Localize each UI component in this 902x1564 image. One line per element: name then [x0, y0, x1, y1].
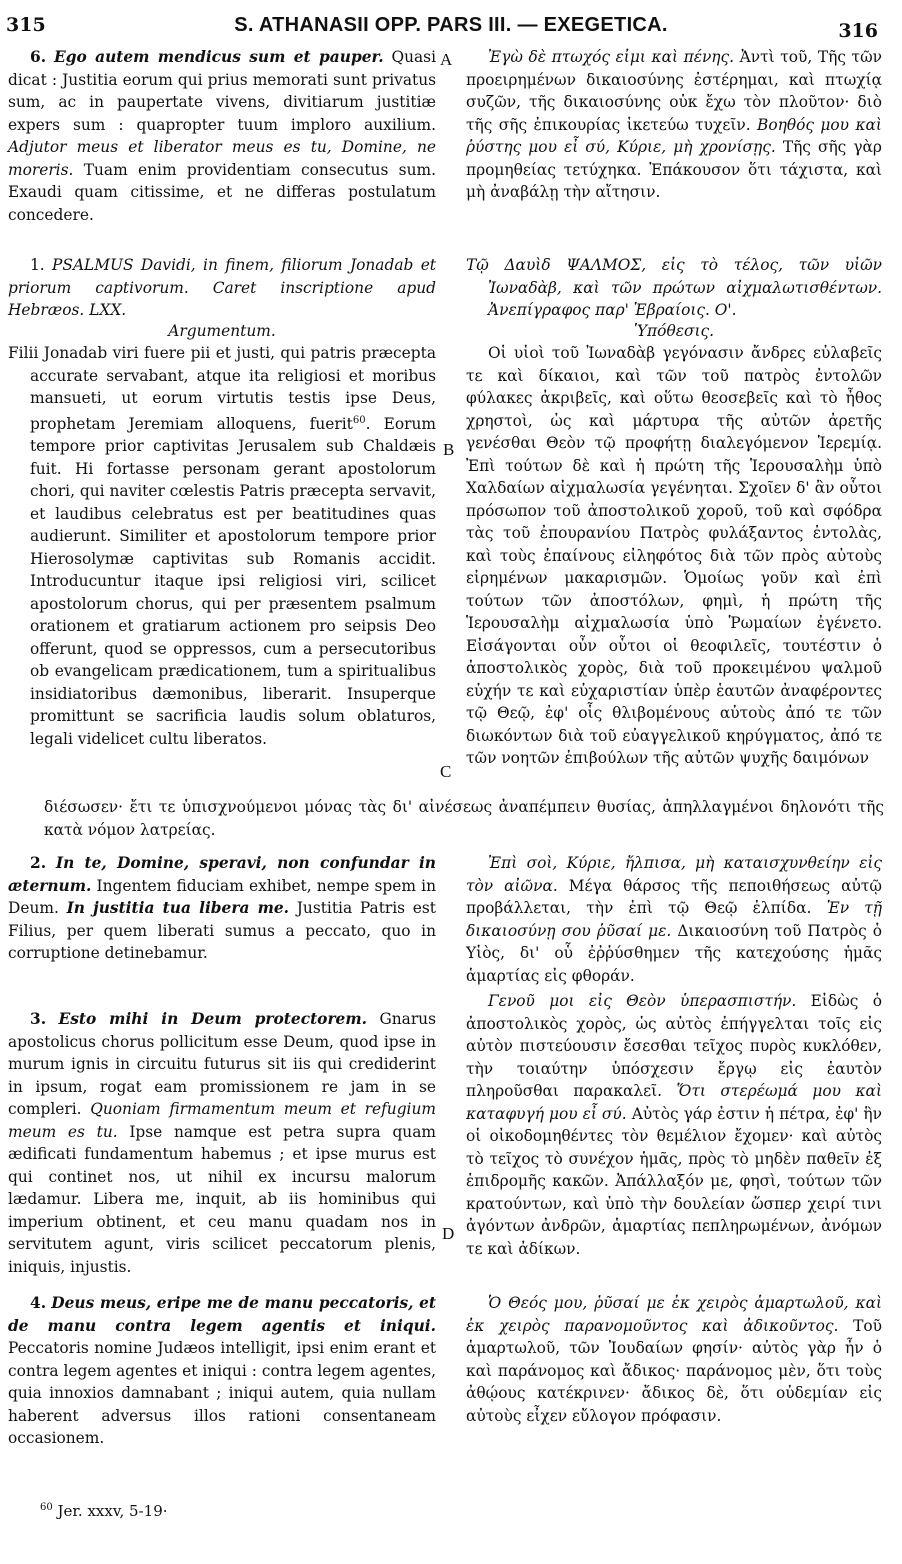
verse-number: 3. — [30, 1010, 47, 1028]
section-heading: Argumentum. — [168, 322, 276, 340]
margin-letter-a: A — [440, 50, 453, 69]
footnote-text: Jer. xxxv, 5-19· — [52, 1502, 168, 1520]
verse-lemma: Adjutor meus et liberator meus es tu, Domine, ne moreris. — [8, 138, 436, 179]
section-heading: Ὑπόθεσις. — [633, 322, 715, 340]
commentary-text: Peccatoris nomine Judæos intelligit, ipsi enim erant et contra legem agentes et iniqui : contra legem agentes, quia innoxios damnabant ; iniqui autem, quia nullam haberent adversus illos rationi consentaneam occasionem. — [8, 1339, 436, 1447]
margin-letter-b: B — [443, 440, 455, 459]
commentary-text: Ingentem fiduciam exhibet, nempe spem in Deum. — [8, 876, 436, 917]
commentary-text: Justitia Patris est Filius, per quem liberati sumus a peccato, quo in corruptione detinebamur. — [8, 899, 436, 962]
latin-verse-3 — [8, 1008, 436, 1278]
footnote-ref: 60 — [352, 414, 366, 426]
commentary-text: Ipse namque est petra supra quam ædificati fundamentum habemus ; et ipse murus est qui continet nos, ut nihil ex incursu malorum lædamur. Libera me, inquit, ab iis hominibus qui imperium obtinent, et ceu manu quadam nos in servitutem agunt, viris scilicet peccatorum plenis, iniquis, injustis. — [8, 1122, 436, 1276]
greek-argument-tail — [44, 796, 884, 841]
verse-number: 4. — [30, 1294, 47, 1312]
commentary-text: Tuam enim providentiam consecutus sum. Exaudi quam citissime, et ne differas postulatum concedere. — [8, 160, 436, 224]
greek-verse-2 — [466, 852, 882, 987]
margin-letter-d: D — [442, 1224, 455, 1243]
verse-lemma: Ὅτι στερέωμά μου καὶ καταφυγή μου εἶ σύ. — [466, 1082, 882, 1123]
verse-lemma: Ἐγὼ δὲ πτωχός εἰμι καὶ πένης. — [488, 48, 735, 66]
latin-argument-heading — [8, 320, 436, 343]
latin-psalm-title — [8, 254, 436, 322]
greek-verse-3 — [466, 990, 882, 1260]
latin-argument — [8, 342, 436, 750]
verse-lemma: In justitia tua libera me. — [66, 899, 290, 917]
running-title: S. ATHANASII OPP. PARS III. — EXEGETICA. — [234, 14, 668, 36]
commentary-text: Ἀντὶ τοῦ, Τῆς τῶν προειρημένων δικαιοσύνης ἐστέρημαι, καὶ πτωχίᾳ συζῶν, τῆς δικαιοσύνης οὐκ ἔχω τὸν πλοῦτον· διὸ τῆς σῆς ἐπικουρίας ἱκετεύω τυχεῖν. — [466, 48, 882, 134]
greek-argument — [466, 342, 882, 770]
greek-verse-6 — [466, 46, 882, 204]
running-header — [0, 14, 902, 44]
psalm-title-text: Τῷ Δαυὶδ ΨΑΛΜΟΣ, εἰς τὸ τέλος, τῶν υἱῶν Ἰωναδὰβ, καὶ τῶν πρώτων αἰχμαλωτισθέντων. Ἀνεπίγραφος παρ' Ἑβραίοις. Ο'. — [466, 256, 882, 319]
verse-lemma: Ἐπὶ σοὶ, Κύριε, ἤλπισα, μὴ καταισχυνθείην εἰς τὸν αἰῶνα. — [466, 854, 882, 895]
argument-text: Filii Jonadab viri fuere pii et justi, qui patris præcepta accurate servabant, atque ita religiosi et moribus mansueti, ut eorum virtutis testis ipse Deus, prophetam Jeremiam alloquens, fuerit — [8, 344, 436, 433]
latin-verse-6 — [8, 46, 436, 226]
verse-number: 2. — [30, 854, 47, 872]
verse-lemma: Esto mihi in Deum protectorem. — [58, 1010, 367, 1028]
verse-lemma: Βοηθός μου καὶ ῥύστης μου εἶ σύ, Κύριε, μὴ χρονίσῃς. — [466, 115, 882, 156]
page-number-right: 316 — [838, 20, 878, 42]
footnote-marker: 60 — [40, 1502, 53, 1513]
latin-verse-4 — [8, 1292, 436, 1450]
verse-lemma: Quoniam firmamentum meum et refugium meum es tu. — [8, 1100, 436, 1141]
argument-text: διέσωσεν· ἔτι τε ὑπισχνούμενοι μόνας τὰς δι' αἰνέσεως ἀναπέμπειν θυσίας, ἀπηλλαγμένοι δηλονότι τῆς κατὰ νόμον λατρείας. — [44, 798, 884, 839]
verse-lemma: Ego autem mendicus sum et pauper. — [53, 48, 384, 66]
argument-text: Οἱ υἱοὶ τοῦ Ἰωναδὰβ γεγόνασιν ἄνδρες εὐλαβεῖς τε καὶ δίκαιοι, καὶ τῶν τοῦ πατρὸς ἐντολῶν φύλακες ἀκριβεῖς, καὶ οὕτω θεοσεβεῖς καὶ τὸ ἦθος χρηστοὶ, ὡς καὶ μάρτυρα τῆς αὐτῶν ἀρετῆς γενέσθαι Θεὸν τῷ προφήτῃ διαλεγόμενον Ἱερεμίᾳ. Ἐπὶ τούτων δὲ καὶ ἡ πρώτη τῆς Ἱερουσαλὴμ ὑπὸ Χαλδαίων αἰχμαλωσία γεγένηται. Σχοῖεν δ' ἂν οὗτοι πρόσωπον τοῦ ἀποστολικοῦ χοροῦ, τοῦ καὶ σφόδρα τὰς τοῦ ἐπουρανίου Πατρὸς φυλάξαντος ἐντολὰς, καὶ τοὺς ἐπαίνους εἰληφότος διὰ τῶν πρὸς αὐτοὺς εἰρημένων μακαρισμῶν. Ὁμοίως γοῦν καὶ ἐπὶ τούτων τῶν ἀποστόλων, φημὶ, ἡ πρώτη τῆς Ἱερουσαλὴμ αἰχμαλωσία ὑπὸ Ῥωμαίων ἐγένετο. Εἰσάγονται οὖν οὗτοι οἱ θεοφιλεῖς, τουτέστιν ὁ ἀποστολικὸς χορὸς, διὰ τοῦ προκειμένου ψαλμοῦ εὐχήν τε καὶ εὐχαριστίαν ὑπὲρ ἑαυτῶν ἀναφέροντες τῷ Θεῷ, ἐφ' οἷς θλιβομένους αὐτοὺς ἀπό τε τῶν διωκόντων διὰ τοῦ εὐαγγελικοῦ κηρύγματος, ἀπό τε τῶν νοητῶν ἐπιβούλων τῆς αὐτῶν ψυχῆς δαιμόνων — [466, 344, 882, 767]
latin-verse-2 — [8, 852, 436, 965]
verse-lemma: In te, Domine, speravi, non confundar in æternum. — [8, 854, 436, 895]
margin-letter-c: C — [440, 762, 452, 781]
verse-lemma: Ὁ Θεός μου, ῥῦσαί με ἐκ χειρὸς ἁμαρτωλοῦ, καὶ ἐκ χειρὸς παρανομοῦντος καὶ ἀδικοῦντος. — [466, 1294, 882, 1335]
psalm-title-text: PSALMUS Davidi, in finem, filiorum Jonadab et priorum captivorum. Caret inscriptione apud Hebræos. LXX. — [8, 256, 436, 319]
commentary-text: Αὐτὸς γάρ ἐστιν ἡ πέτρα, ἐφ' ἣν οἱ οἰκοδομηθέντες τὸν θεμέλιον ἔχομεν· καὶ αὐτὸς τὸ τεῖχος τὸ συνέχον ἡμᾶς, πρὸς τὸ μηδὲν παθεῖν ἐξ ἐπιδρομῆς κακῶν. Ἀπάλλαξόν με, φησὶ, τούτων τῶν κρατούντων, καὶ ὑπὸ τὴν δουλείαν ὥσπερ χειρί τινι ἀγόντων ἀνδρῶν, ἁμαρτίας πεπληρωμένων, ἀνόμων τε καὶ ἀδίκων. — [466, 1104, 882, 1258]
verse-lemma: Ἐν τῇ δικαιοσύνῃ σου ῥῦσαί με. — [466, 899, 882, 940]
commentary-text: Τοῦ ἁμαρτωλοῦ, τῶν Ἰουδαίων φησίν· αὐτὸς γὰρ ἦν ὁ καὶ παράνομος καὶ ἄδικος· παράνομος μὲν, ὅτι τοὺς ἀθῴους κατέκρινεν· ἄδικος δὲ, ὅτι οὐδεμίαν εἰς αὐτοὺς εἶχεν εὔλογον πρόφασιν. — [466, 1316, 882, 1425]
greek-argument-heading — [466, 320, 882, 343]
verse-number: 6. — [30, 48, 47, 66]
verse-lemma: Deus meus, eripe me de manu peccatoris, et de manu contra legem agentis et iniqui. — [8, 1294, 436, 1335]
commentary-text: Εἰδὼς ὁ ἀποστολικὸς χορὸς, ὡς αὐτὸς ἐπήγγελται τοῖς εἰς αὐτὸν πιστεύουσιν ἔσεσθαι τεῖχος πυρὸς κυκλόθεν, τὴν τοιαύτην ὑπόσχεσιν ἔργῳ εἰς ἑαυτὸν πληροῦσθαι παρακαλεῖ. — [466, 992, 882, 1100]
greek-verse-4 — [466, 1292, 882, 1427]
page-number-left: 315 — [6, 14, 46, 36]
commentary-text: Gnarus apostolicus chorus pollicitum esse Deum, quod ipse in murum ignis in circuitu futurus sit iis qui crediderint in ipsum, rogat eam promissionem re jam in se compleri. — [8, 1010, 436, 1118]
commentary-text: Δικαιοσύνη τοῦ Πατρὸς ὁ Υἱὸς, δι' οὗ ἐῤῥύσθημεν τῆς κατεχούσης ἡμᾶς ἁμαρτίας εἰς φθοράν. — [466, 921, 882, 985]
argument-text: . Eorum tempore prior captivitas Jerusalem sub Chaldæis fuit. Hi fortasse personam gerant apostolorum chori, qui naviter cœlestis Patris præcepta servavit, et laudibus celebratus est per beatitudines quas audierunt. Similiter et apostolorum tempore prior Hierosolymæ captivitas sub Romanis accidit. Introducuntur itaque ipsi religiosi viri, scilicet apostolorum chorus, qui per præsentem psalmum orationem et gratiarum actionem pro seipsis Deo offerunt, quod se oppressos, cum a persecutoribus ob evangelicam prædicationem, tum a spiritualibus insidiatoribus dæmonibus, liberarit. Insuperque promittunt se sacrificia laudis solum oblaturos, legali videlicet cultu liberatos. — [30, 414, 436, 748]
footnote — [40, 1502, 168, 1520]
title-number: 1. — [30, 256, 45, 274]
greek-psalm-title — [466, 254, 882, 322]
commentary-text: Quasi dicat : Justitia eorum qui prius memorati sunt privatus sum, ac in paupertate vivens, divitiarum justitiæ expers sum : quapropter tuum imploro auxilium. — [8, 48, 436, 134]
commentary-text: Τῆς σῆς γὰρ προμηθείας τετύχηκα. Ἐπάκουσον ὅτι τάχιστα, καὶ μὴ ἀναβάλῃ τὴν αἴτησιν. — [466, 138, 882, 201]
verse-lemma: Γενοῦ μοι εἰς Θεὸν ὑπερασπιστήν. — [488, 992, 797, 1010]
commentary-text: Μέγα θάρσος τῆς πεποιθήσεως αὐτῷ προβάλλεται, τὴν ἐπὶ τῷ Θεῷ ἐλπίδα. — [466, 876, 882, 917]
